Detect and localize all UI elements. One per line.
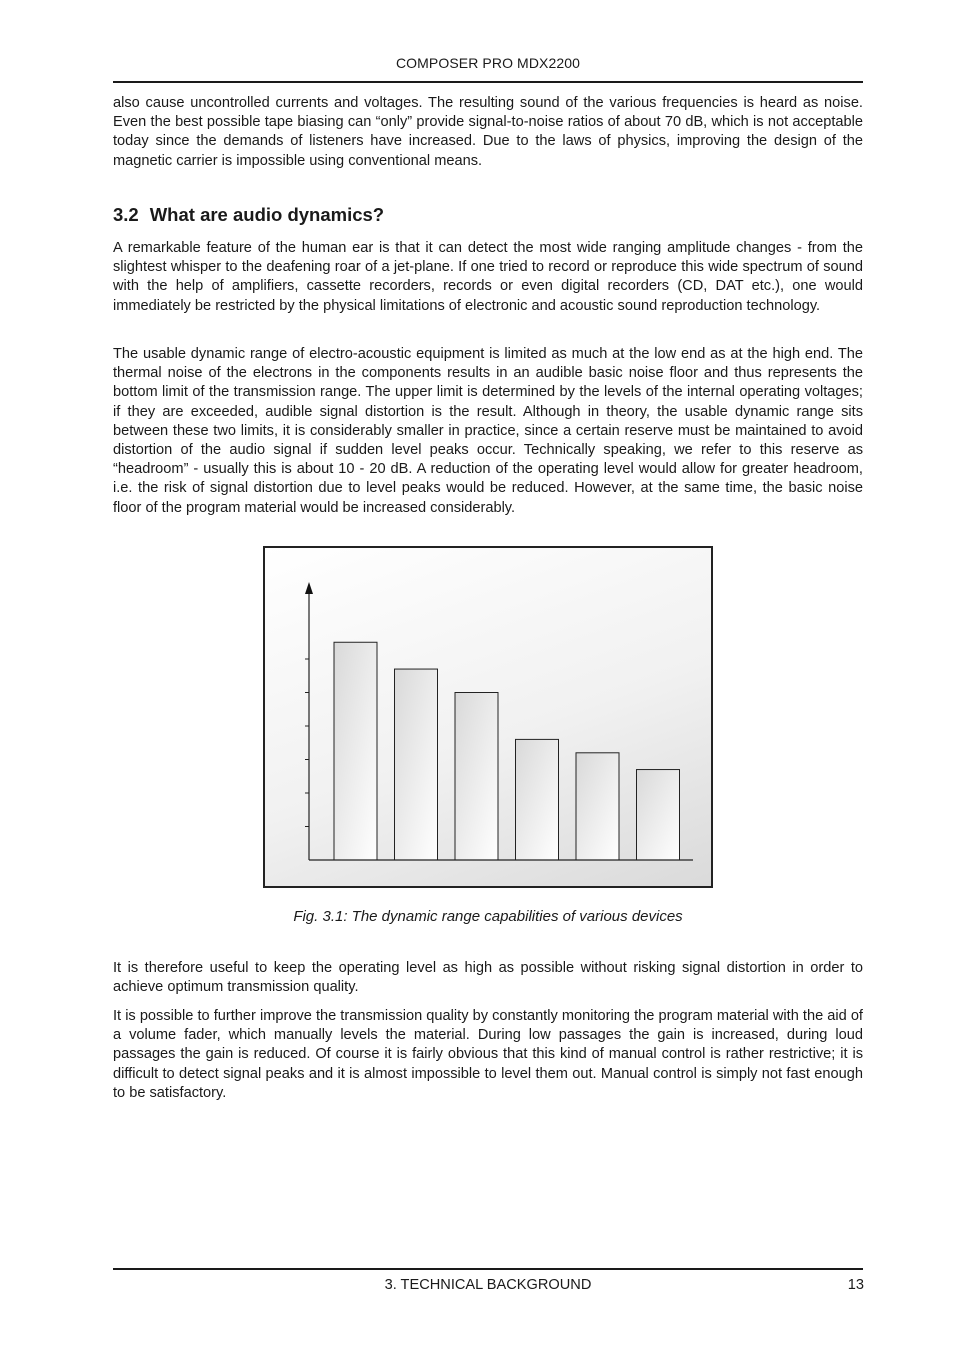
header-rule (113, 81, 863, 83)
chapter-footer: 3. TECHNICAL BACKGROUND (384, 1277, 592, 1293)
paragraph-dynamic-range: The usable dynamic range of electro-acoustic equipment is limited as much at the low end as at the high end. The thermal noise of the electrons in the components results in an audible basic noise floor and thus represents the bottom limit of the transmission range. The upper limit is determined by the levels of the internal operating voltages; if they are exceeded, audible signal distortion is the result. Although in theory, the usable dynamic range sits between these two limits, it is considerably smaller in practice, since a certain reserve must be maintained to avoid distortion of the audio signal if sudden level peaks occur. Technically speaking, we refer to this reserve as “headroom” - usually this is about 10 - 20 dB. A reduction of the operating level would allow for greater headroom, i.e. the risk of signal distortion due to level peaks would be reduced. However, at the same time, the basic noise floor of the program material would be increased considerably. (113, 346, 863, 516)
dynamic-range-figure (263, 546, 713, 888)
section-title-text: What are audio dynamics? (149, 204, 385, 225)
bar-4 (516, 739, 559, 860)
paragraph-intro: also cause uncontrolled currents and voltages. The resulting sound of the various frequencies is heard as noise. Even the best possible tape biasing can “only” provide signal-to-noise ratios of about 70 dB, which is not acceptable today since the demands of listeners have increased. Due to the laws of physics, improving the design of the magnetic carrier is impossible using conventional means. (113, 95, 863, 169)
page-number: 13 (847, 1277, 864, 1293)
bar-2 (395, 669, 438, 860)
paragraph-volume-fader: It is possible to further improve the transmission quality by constantly monitoring the program material with the aid of a volume fader, which manually levels the material. During low passages the gain is increased, during loud passages the gain is reduced. Of course it is fairly obvious that this kind of manual control is rather restrictive; it is difficult to detect signal peaks and it is almost impossible to level them out. Manual control is simply not fast enough to be satisfactory. (113, 1008, 863, 1101)
bar-3 (455, 693, 498, 861)
section-heading (113, 204, 384, 226)
bar-chart (265, 548, 711, 886)
footer-rule (113, 1268, 863, 1270)
figure-caption: Fig. 3.1: The dynamic range capabilities of various devices (293, 908, 683, 925)
bar-5 (576, 753, 619, 860)
paragraph-operating-level: It is therefore useful to keep the operating level as high as possible without risking signal distortion in order to achieve optimum transmission quality. (113, 960, 863, 996)
section-number: 3.2 (113, 204, 139, 225)
paragraph-human-ear: A remarkable feature of the human ear is that it can detect the most wide ranging amplitude changes - from the slightest whisper to the deafening roar of a jet-plane. If one tried to record or reproduce this wide spectrum of sound with the help of amplifiers, cassette recorders, records or even digital recorders (CD, DAT etc.), one would immediately be restricted by the physical limitations of electronic and acoustic sound reproduction technology. (113, 240, 863, 314)
bar-6 (637, 770, 680, 860)
running-header: COMPOSER PRO MDX2200 (395, 55, 581, 71)
y-axis-arrow-icon (305, 582, 313, 594)
bar-1 (334, 642, 377, 860)
